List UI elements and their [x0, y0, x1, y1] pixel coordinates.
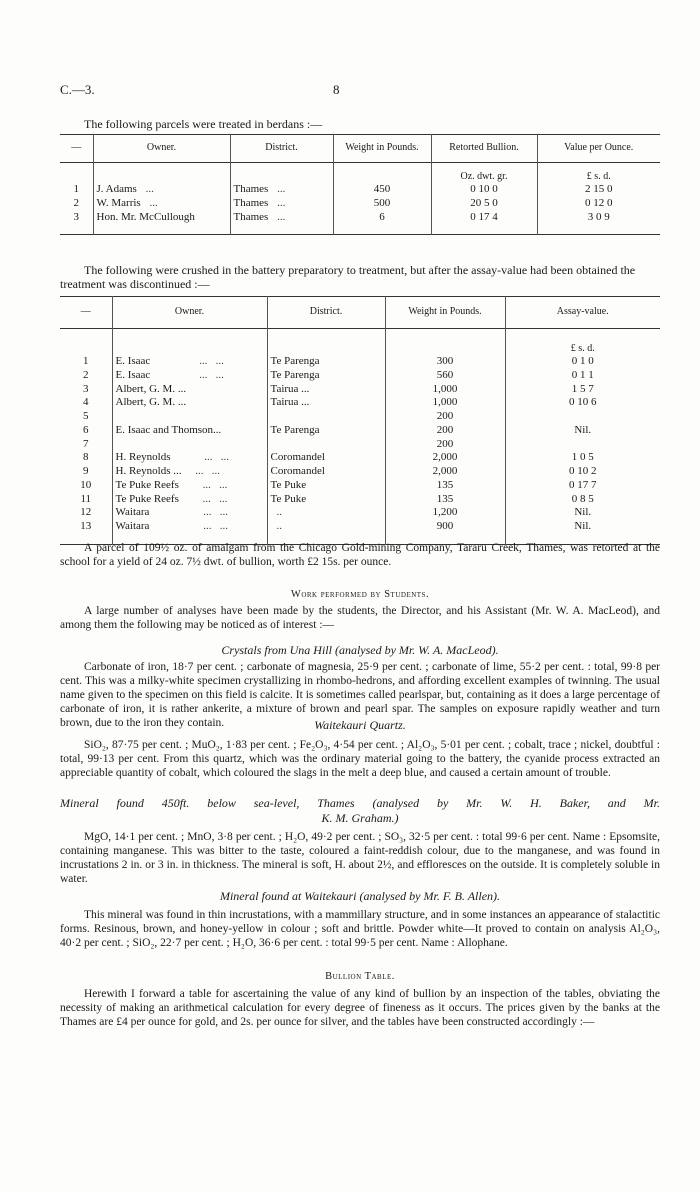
mineral1-paragraph: MgO, 14·1 per cent. ; MnO, 3·8 per cent. ; H₂O, 49·2 per cent. ; SO₃, 32·5 per cent. : total 99·6 per cent. Name : Epsomsite, containing manganese. This was bitter to the taste, coloured a faint-reddish colour, due to the manganese, and was found in incrustations 2 in. or 3 in. in thickness. The mineral is soft, H. about 2½, and effloresces on the outside. It is completely soluble in water. — [60, 831, 660, 886]
col-value: Value per Ounce. — [537, 135, 660, 163]
col-num: — — [80, 306, 91, 317]
bullion-heading: Bullion Table. — [325, 971, 395, 982]
table-row: 8 H. Reynolds ... ... Coromandel 2,000 1 0 5 — [60, 451, 660, 465]
berdan-parcels-table — [60, 134, 660, 235]
table2-intro: The following were crushed in the battery preparatory to treatment, but after the assay-value had been obtained the treatment was discontinued :— — [60, 263, 636, 292]
table-row: 3 Hon. Mr. McCullough Thames ... 6 0 17 4 3 0 9 — [60, 211, 660, 235]
assay-unit: £ s. d. — [505, 328, 660, 355]
value-unit: £ s. d. — [537, 162, 660, 183]
waitekauri-heading: Waitekauri Quartz. — [314, 718, 406, 732]
crystals-heading: Crystals from Una Hill (analysed by Mr. W. A. MacLeod). — [221, 643, 499, 657]
table-row: 13 Waitara ... ... .. 900 Nil. — [60, 520, 660, 544]
page-header — [60, 82, 660, 100]
col-assay: Assay-value. — [505, 297, 660, 329]
table-header-row — [60, 135, 660, 163]
page-number: 8 — [333, 82, 340, 97]
col-district: District. — [230, 135, 333, 163]
table-row: 6 E. Isaac and Thomson... Te Parenga 200 Nil. — [60, 424, 660, 438]
table-row: 11 Te Puke Reefs ... ... Te Puke 135 0 8 5 — [60, 493, 660, 507]
mineral2-paragraph: This mineral was found in thin incrustations, with a mammillary structure, and in some instances an appearance of stalactitic forms. Resinous, brown, and honey-yellow in colour ; soft and brittle. Powder white—It proved to contain on analysis Al₂O₃, 40·2 per cent. ; SiO₂, 22·7 per cent. ; H₂O, 36·6 per cent. : total 99·5 per cent. Name : Allophane. — [60, 909, 660, 950]
crystals-paragraph: Carbonate of iron, 18·7 per cent. ; carbonate of magnesia, 25·9 per cent. ; carbonate of lime, 55·2 per cent. : total, 99·8 per cent. This was a milky-white specimen crystallizing in rhombo-hedrons, and affording excellent examples of twinning. The usual name given to the specimen on this field is calcite. It is sometimes called pearlspar, but, containing as it does a large percentage of carbonate of iron, it is rather ankerite, a mixture of brown and pearl spar. The samples on exposure rapidly weather and turn brown, due to the iron they contain. — [60, 661, 660, 730]
bullion-paragraph: Herewith I forward a table for ascertaining the value of any kind of bullion by an inspection of the tables, obviating the necessity of making an arithmetical calculation for every degree of fineness as it occurs. The prices given by the banks at the Thames are £4 per ounce for gold, and 2s. per ounce for silver, and the tables have been constructed accordingly :— — [60, 988, 660, 1029]
col-district: District. — [267, 297, 385, 329]
table-row: 2 E. Isaac ... ... Te Parenga 560 0 1 1 — [60, 369, 660, 383]
units-row — [60, 162, 660, 183]
table-row: 10 Te Puke Reefs ... ... Te Puke 135 0 17 7 — [60, 479, 660, 493]
mineral2-heading: Mineral found at Waitekauri (analysed by Mr. F. B. Allen). — [219, 889, 501, 903]
discontinued-crushings-table — [60, 296, 660, 545]
table-row: 5 200 — [60, 410, 660, 424]
col-owner: Owner. — [112, 297, 267, 329]
table-row: 4 Albert, G. M. ... Tairua ... 1,000 0 10 6 — [60, 396, 660, 410]
table-row: 1 E. Isaac ... ... Te Parenga 300 0 1 0 — [60, 355, 660, 369]
col-weight: Weight in Pounds. — [333, 135, 431, 163]
table-row: 3 Albert, G. M. ... Tairua ... 1,000 1 5 7 — [60, 383, 660, 397]
mineral1-heading: Mineral found 450ft. below sea-level, Thames (analysed by Mr. W. H. Baker, and Mr. K. M. Graham.) — [60, 796, 660, 825]
table-row: 7 200 — [60, 438, 660, 452]
col-bullion: Retorted Bullion. — [431, 135, 537, 163]
units-row — [60, 328, 660, 355]
work-paragraph: A large number of analyses have been made by the students, the Director, and his Assistant (Mr. W. A. MacLeod), and among them the following may be noticed as of interest :— — [60, 605, 660, 632]
table-row: 2 W. Marris ... Thames ... 500 20 5 0 0 12 0 — [60, 197, 660, 211]
table-row: 1 J. Adams ... Thames ... 450 0 10 0 2 15 0 — [60, 183, 660, 197]
table-row: 12 Waitara ... ... .. 1,200 Nil. — [60, 506, 660, 520]
col-num: — — [71, 142, 82, 153]
table-header-row — [60, 297, 660, 329]
work-heading: Work performed by Students. — [290, 589, 430, 600]
amalgam-paragraph: A parcel of 109½ oz. of amalgam from the Chicago Gold-mining Company, Tararu Creek, Thames, was retorted at the school for a yield of 24 oz. 7½ dwt. of bullion, worth £2 15s. per ounce. — [60, 542, 660, 569]
report-reference: C.—3. — [60, 82, 95, 97]
waitekauri-paragraph: SiO₂, 87·75 per cent. ; MuO₂, 1·83 per cent. ; Fe₂O₃, 4·54 per cent. ; Al₂O₃, 5·01 per cent. ; cobalt, trace ; nickel, doubtful : total, 99·13 per cent. From this quartz, which was the ordinary material going to the battery, the cyanide process extracted an appreciable quantity of cobalt, which coloured the slags in the melt a deep blue, and caused a certain amount of trouble. — [60, 739, 660, 780]
table1-intro: The following parcels were treated in berdans :— — [84, 117, 323, 131]
table-row: 9 H. Reynolds ... ... ... Coromandel 2,000 0 10 2 — [60, 465, 660, 479]
bullion-unit: Oz. dwt. gr. — [431, 162, 537, 183]
col-weight: Weight in Pounds. — [385, 297, 505, 329]
col-owner: Owner. — [93, 135, 230, 163]
